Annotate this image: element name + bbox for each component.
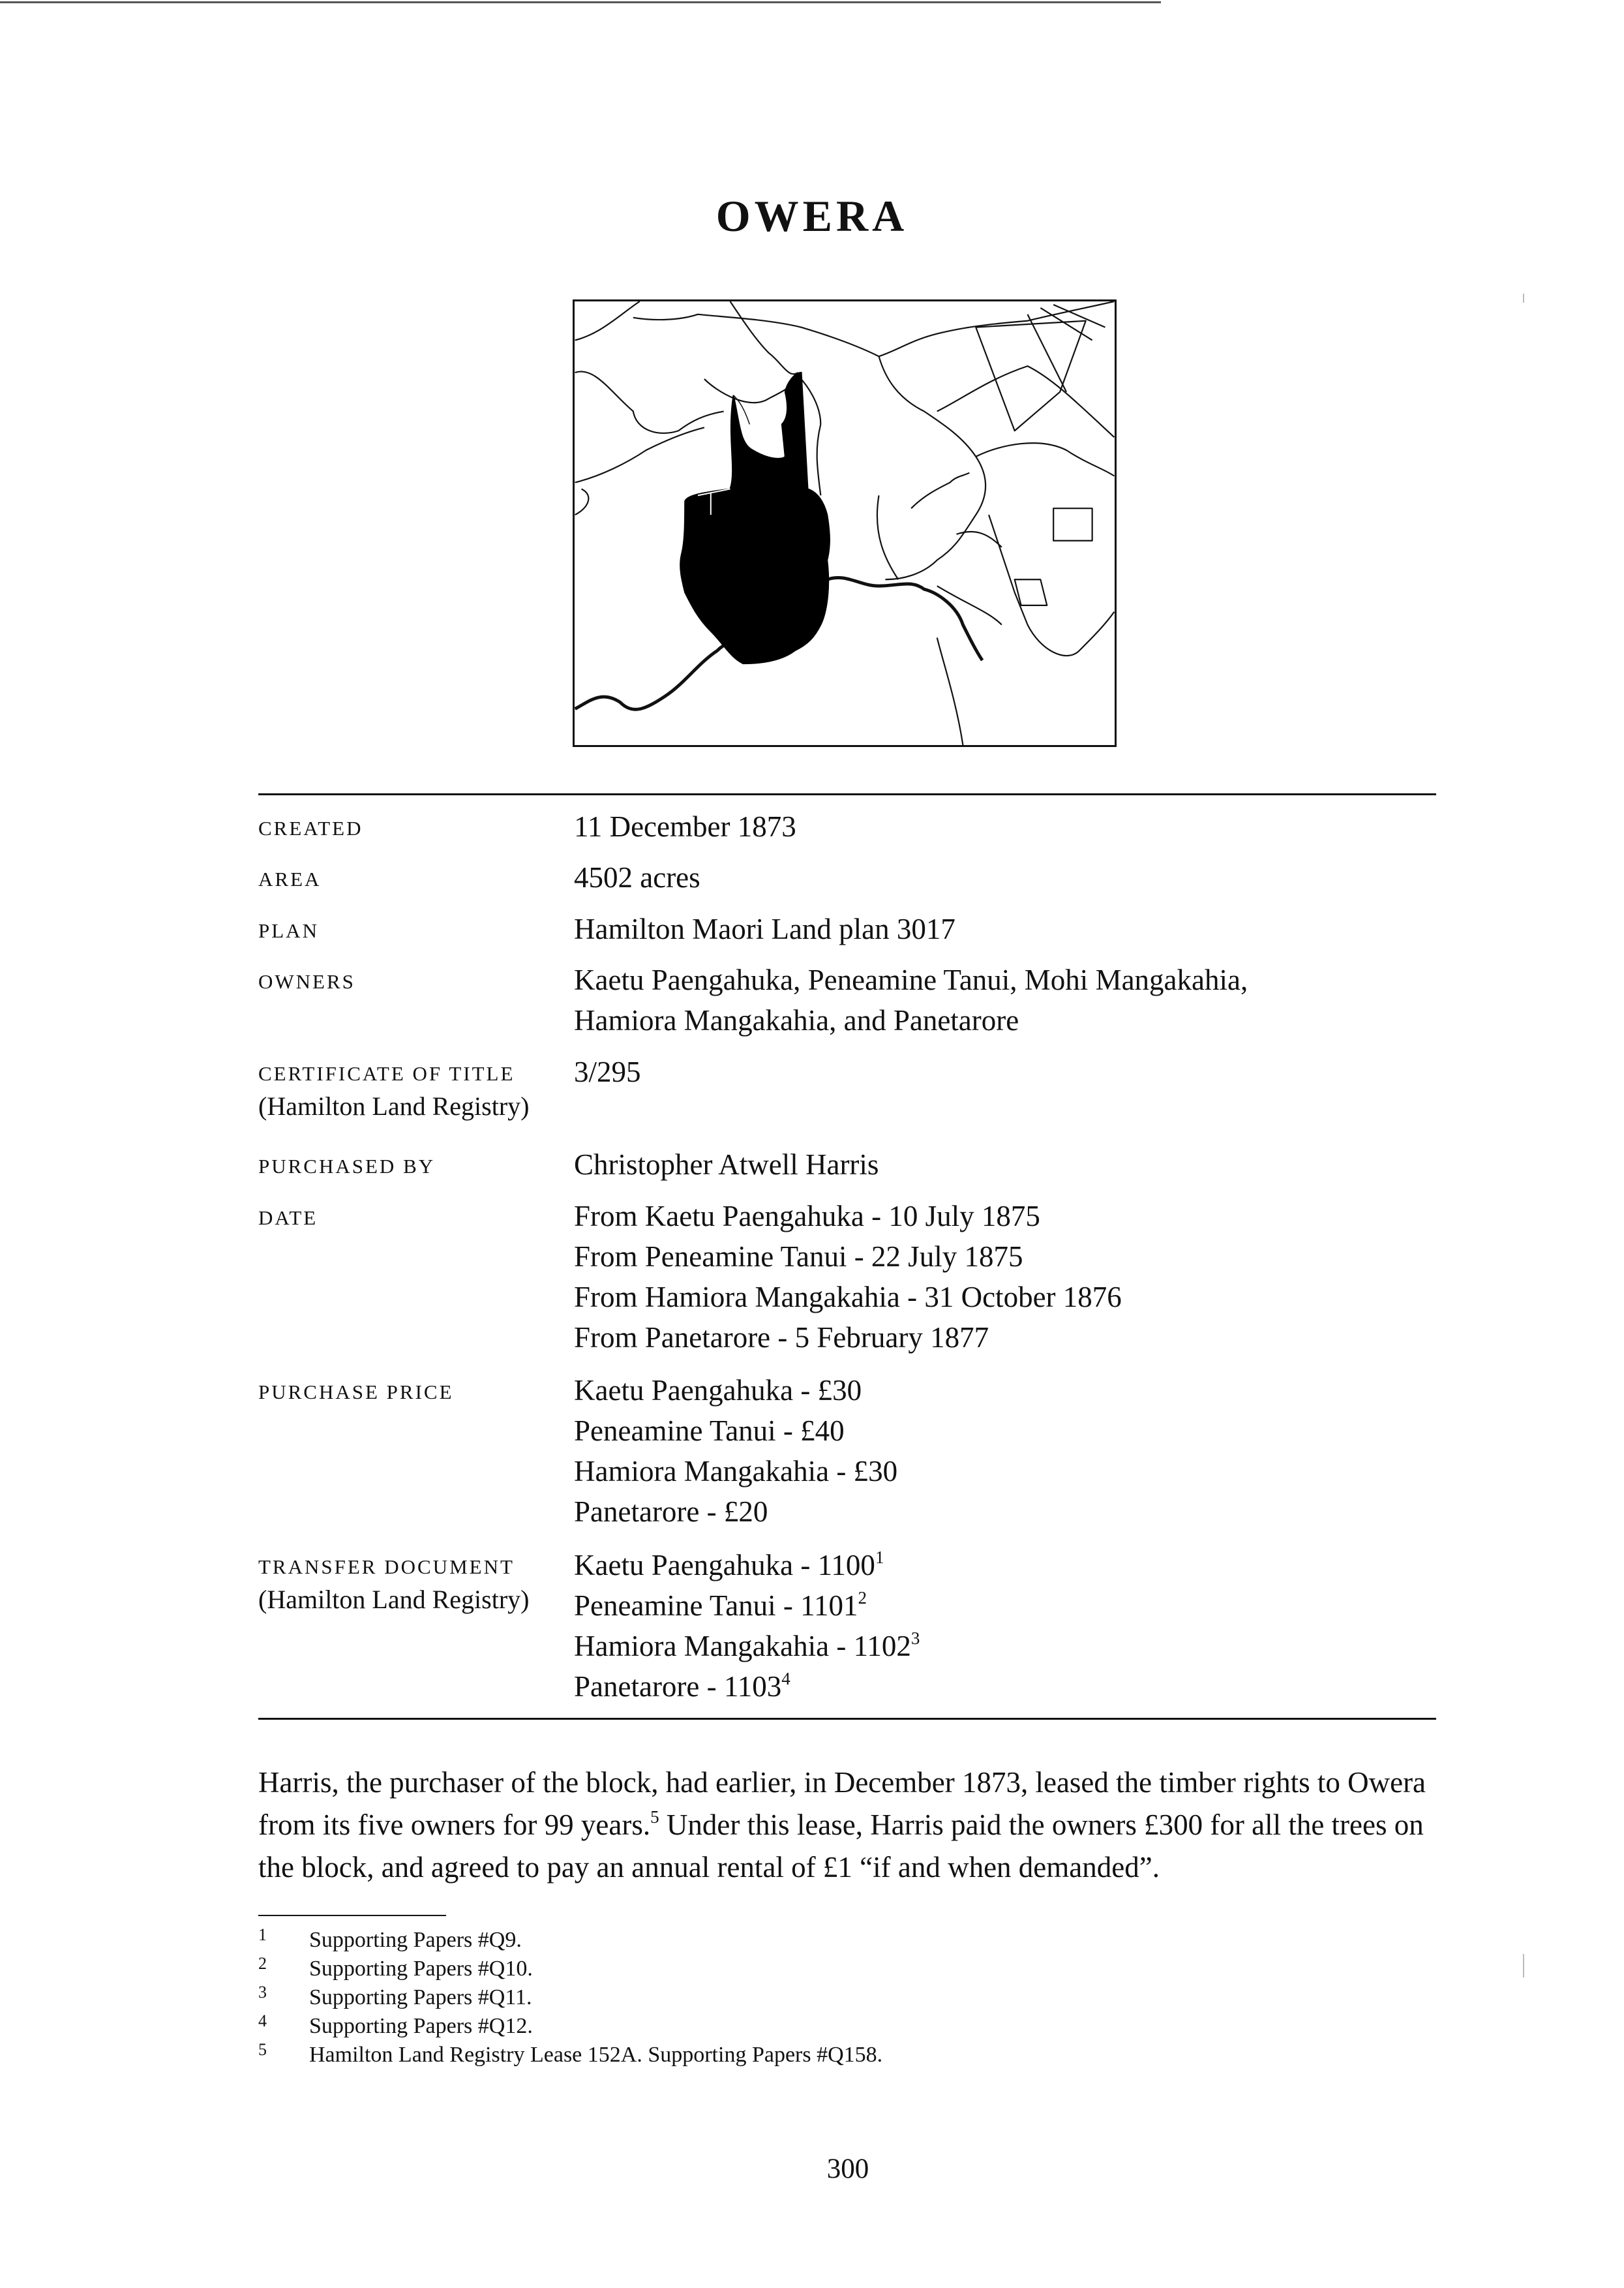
footnote-text: Supporting Papers #Q9. xyxy=(309,1928,522,1952)
label-created: CREATED xyxy=(258,817,363,840)
footnote-ref: 1 xyxy=(875,1548,884,1567)
footnote-text: Supporting Papers #Q11. xyxy=(309,1985,532,2009)
value-area xyxy=(574,857,700,898)
footnote-text: Hamilton Land Registry Lease 152A. Supporting Papers #Q158. xyxy=(309,2043,883,2067)
footnote xyxy=(258,1955,882,1983)
footnotes xyxy=(258,1926,882,2069)
value-created xyxy=(574,806,796,847)
paragraph-text: Under this lease, Harris paid the owners £300 for all the trees on the block, and agreed to pay an annual rental of £1 “if and when demanded”. xyxy=(258,1808,1424,1884)
value-plan xyxy=(574,909,955,949)
value-line xyxy=(574,1626,920,1666)
label-purchased-by: PURCHASED BY xyxy=(258,1155,436,1178)
transfer-text: Hamiora Mangakahia - 1102 xyxy=(574,1630,911,1662)
footnote xyxy=(258,1926,882,1955)
footnote-number: 1 xyxy=(258,1925,267,1944)
value-line: Peneamine Tanui - £40 xyxy=(574,1414,845,1447)
label-owners: OWNERS xyxy=(258,970,355,993)
transfer-text: Kaetu Paengahuka - 1100 xyxy=(574,1549,875,1581)
footnote xyxy=(258,2041,882,2069)
label-subtext: (Hamilton Land Registry) xyxy=(258,1585,530,1614)
paragraph-text: Harris, the purchaser of the block, had earlier, in December 1873, leased the timber rights to Owera from its five owners for 99 years. xyxy=(258,1766,1426,1841)
value-date xyxy=(574,1196,1122,1358)
label-subtext: (Hamilton Land Registry) xyxy=(258,1091,530,1121)
value-line: 11 December 1873 xyxy=(574,810,796,843)
value-owners xyxy=(574,960,1248,1041)
footnote-text: Supporting Papers #Q12. xyxy=(309,2014,533,2038)
label-text: CERTIFICATE OF TITLE xyxy=(258,1062,515,1085)
footnote-number: 4 xyxy=(258,2011,267,2030)
label-certificate xyxy=(258,1062,529,1121)
value-line: Hamilton Maori Land plan 3017 xyxy=(574,913,955,945)
transfer-text: Panetarore - 1103 xyxy=(574,1670,782,1703)
table-top-rule xyxy=(258,793,1436,795)
value-line xyxy=(574,1545,920,1585)
scan-artifact xyxy=(1523,294,1524,303)
footnote-number: 2 xyxy=(258,1954,267,1973)
value-purchase-price xyxy=(574,1370,897,1532)
page-title: OWERA xyxy=(715,191,909,241)
scan-top-edge xyxy=(0,1,1161,3)
footnote-number: 5 xyxy=(258,2040,267,2059)
footnote-ref: 2 xyxy=(858,1588,867,1608)
value-line xyxy=(574,1585,920,1626)
value-line: 3/295 xyxy=(574,1056,641,1088)
label-area: AREA xyxy=(258,868,322,891)
footnote-ref: 4 xyxy=(781,1669,790,1688)
footnote xyxy=(258,2012,882,2041)
value-line: From Kaetu Paengahuka - 10 July 1875 xyxy=(574,1200,1040,1232)
body-paragraph xyxy=(258,1762,1439,1889)
value-purchased-by xyxy=(574,1144,879,1185)
value-line: From Peneamine Tanui - 22 July 1875 xyxy=(574,1240,1023,1273)
value-line: 4502 acres xyxy=(574,861,700,894)
footnote-ref: 5 xyxy=(650,1807,659,1827)
label-transfer-document xyxy=(258,1555,529,1615)
value-certificate xyxy=(574,1052,641,1092)
value-line: Kaetu Paengahuka - £30 xyxy=(574,1374,862,1407)
value-line: Hamiora Mangakahia, and Panetarore xyxy=(574,1004,1019,1037)
scan-artifact xyxy=(1523,1954,1524,1977)
value-transfer-document xyxy=(574,1545,920,1707)
footnote xyxy=(258,1983,882,2012)
footnote-rule xyxy=(258,1915,446,1916)
value-line: From Hamiora Mangakahia - 31 October 1876 xyxy=(574,1281,1122,1313)
label-date: DATE xyxy=(258,1206,318,1229)
footnote-number: 3 xyxy=(258,1983,267,2002)
label-purchase-price: PURCHASE PRICE xyxy=(258,1380,454,1403)
label-text: TRANSFER DOCUMENT xyxy=(258,1555,515,1578)
transfer-text: Peneamine Tanui - 1101 xyxy=(574,1589,858,1622)
value-line: Hamiora Mangakahia - £30 xyxy=(574,1455,898,1487)
value-line: From Panetarore - 5 February 1877 xyxy=(574,1321,989,1354)
value-line xyxy=(574,1666,920,1707)
map-drawing xyxy=(575,301,1115,745)
table-bottom-rule xyxy=(258,1718,1436,1720)
value-line: Panetarore - £20 xyxy=(574,1495,768,1528)
value-line: Christopher Atwell Harris xyxy=(574,1148,879,1181)
value-line: Kaetu Paengahuka, Peneamine Tanui, Mohi Mangakahia, xyxy=(574,964,1248,996)
footnote-text: Supporting Papers #Q10. xyxy=(309,1957,533,1981)
page-number: 300 xyxy=(826,2154,869,2184)
label-plan: PLAN xyxy=(258,919,319,942)
footnote-ref: 3 xyxy=(910,1628,920,1648)
block-location-map xyxy=(573,299,1117,747)
